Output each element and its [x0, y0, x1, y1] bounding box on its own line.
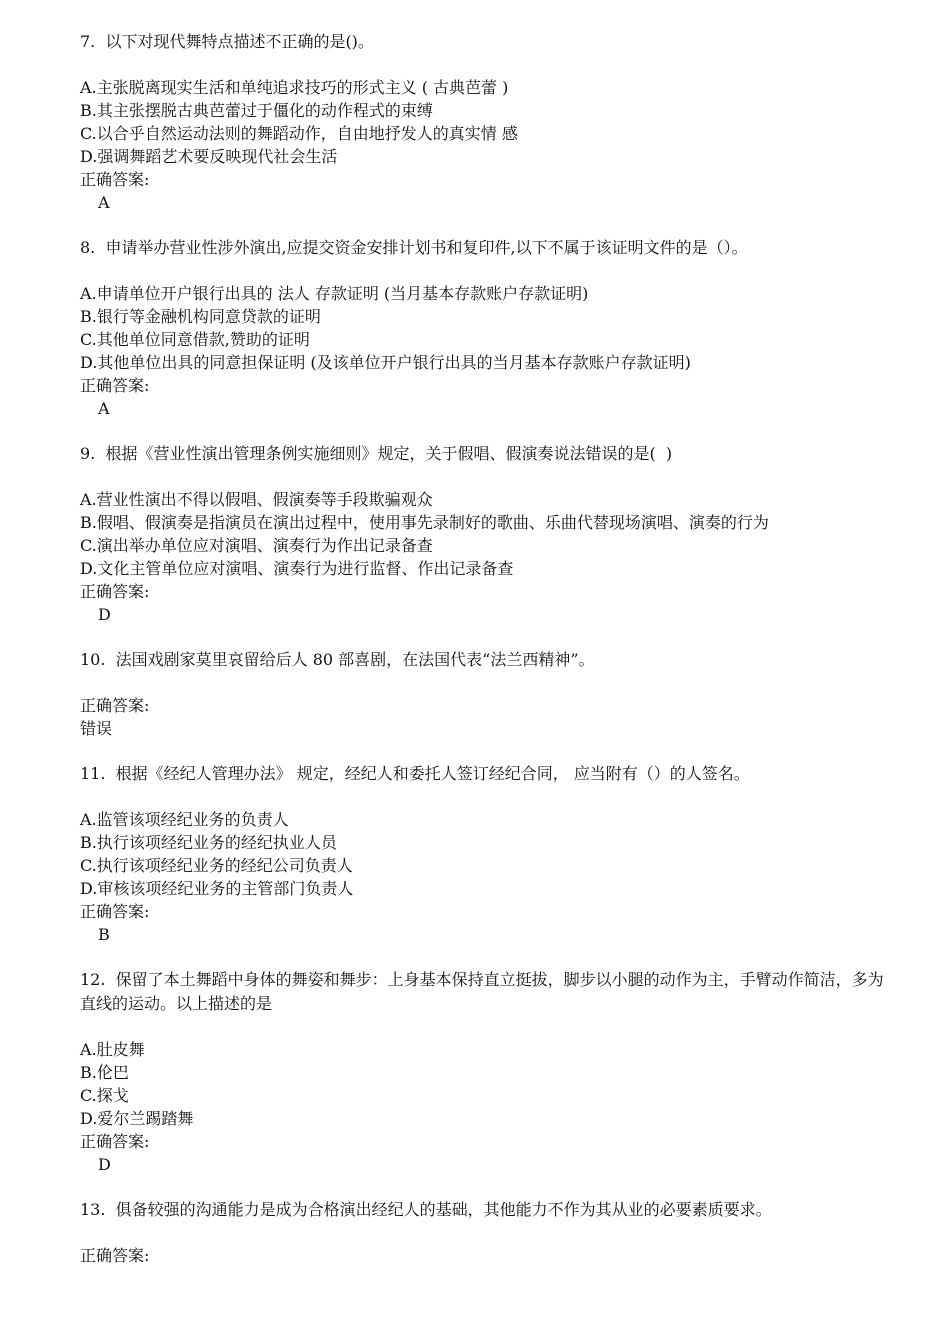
answer-value: A	[98, 193, 110, 212]
option-a: A.主张脱离现实生活和单纯追求技巧的形式主义 ( 古典芭蕾 )	[80, 78, 509, 97]
option-d: D.其他单位出具的同意担保证明 (及该单位开户银行出具的当月基本存款账户存款证明)	[80, 353, 691, 372]
exam-page	[80, 30, 890, 1267]
question-7	[80, 30, 890, 236]
answer-label: 正确答案:	[80, 170, 150, 189]
answer-label: 正确答案:	[80, 1246, 150, 1265]
option-c: C.演出举办单位应对演唱、演奏行为作出记录备查	[80, 536, 433, 555]
options-list	[80, 488, 890, 580]
question-stem: 13. 俱备较强的沟通能力是成为合格演出经纪人的基础，其他能力不作为其从业的必要素质要求。	[80, 1200, 772, 1219]
answer-label: 正确答案:	[80, 1132, 150, 1151]
question-8	[80, 236, 890, 442]
answer-label: 正确答案:	[80, 376, 150, 395]
question-13	[80, 1198, 890, 1267]
question-stem: 9. 根据《营业性演出管理条例实施细则》规定，关于假唱、假演奏说法错误的是( )	[80, 444, 673, 463]
question-stem: 10. 法国戏剧家莫里哀留给后人 80 部喜剧，在法国代表“法兰西精神”。	[80, 650, 595, 669]
option-b: B.伦巴	[80, 1063, 129, 1082]
option-b: B.执行该项经纪业务的经纪执业人员	[80, 833, 337, 852]
option-b: B.假唱、假演奏是指演员在演出过程中，使用事先录制好的歌曲、乐曲代替现场演唱、演奏的行为	[80, 513, 769, 532]
options-list	[80, 808, 890, 900]
option-a: A.肚皮舞	[80, 1040, 145, 1059]
option-b: B.其主张摆脱古典芭蕾过于僵化的动作程式的束缚	[80, 101, 433, 120]
option-c: C.探戈	[80, 1086, 129, 1105]
option-b: B.银行等金融机构同意贷款的证明	[80, 307, 321, 326]
option-a: A.营业性演出不得以假唱、假演奏等手段欺骗观众	[80, 490, 433, 509]
question-10	[80, 648, 890, 762]
option-a: A.申请单位开户银行出具的 法人 存款证明 (当月基本存款账户存款证明)	[80, 284, 589, 303]
option-d: D.审核该项经纪业务的主管部门负责人	[80, 879, 354, 898]
option-d: D.强调舞蹈艺术要反映现代社会生活	[80, 147, 338, 166]
option-d: D.文化主管单位应对演唱、演奏行为进行监督、作出记录备查	[80, 559, 514, 578]
question-stem: 12. 保留了本土舞蹈中身体的舞姿和舞步：上身基本保持直立挺拔，脚步以小腿的动作为主，手臂动作简洁，多为直线的运动。以上描述的是	[80, 970, 884, 1013]
option-c: C.以合乎自然运动法则的舞蹈动作，自由地抒发人的真实情 感	[80, 124, 518, 143]
answer-label: 正确答案:	[80, 902, 150, 921]
option-c: C.其他单位同意借款,赞助的证明	[80, 330, 310, 349]
question-11	[80, 762, 890, 968]
option-c: C.执行该项经纪业务的经纪公司负责人	[80, 856, 353, 875]
answer-value: B	[98, 925, 110, 944]
answer-value: 错误	[80, 719, 113, 738]
option-d: D.爱尔兰踢踏舞	[80, 1109, 194, 1128]
options-list	[80, 282, 890, 374]
options-list	[80, 76, 890, 168]
answer-value: D	[98, 605, 111, 624]
question-12	[80, 968, 890, 1198]
option-a: A.监管该项经纪业务的负责人	[80, 810, 289, 829]
answer-label: 正确答案:	[80, 582, 150, 601]
answer-value: D	[98, 1155, 111, 1174]
question-9	[80, 442, 890, 648]
question-stem: 7. 以下对现代舞特点描述不正确的是()。	[80, 32, 374, 51]
options-list	[80, 1038, 890, 1130]
answer-label: 正确答案:	[80, 696, 150, 715]
question-stem: 11. 根据《经纪人管理办法》 规定，经纪人和委托人签订经纪合同， 应当附有（）的人签名。	[80, 764, 750, 783]
answer-value: A	[98, 399, 110, 418]
question-stem: 8. 申请举办营业性涉外演出,应提交资金安排计划书和复印件,以下不属于该证明文件的是（）。	[80, 238, 748, 257]
